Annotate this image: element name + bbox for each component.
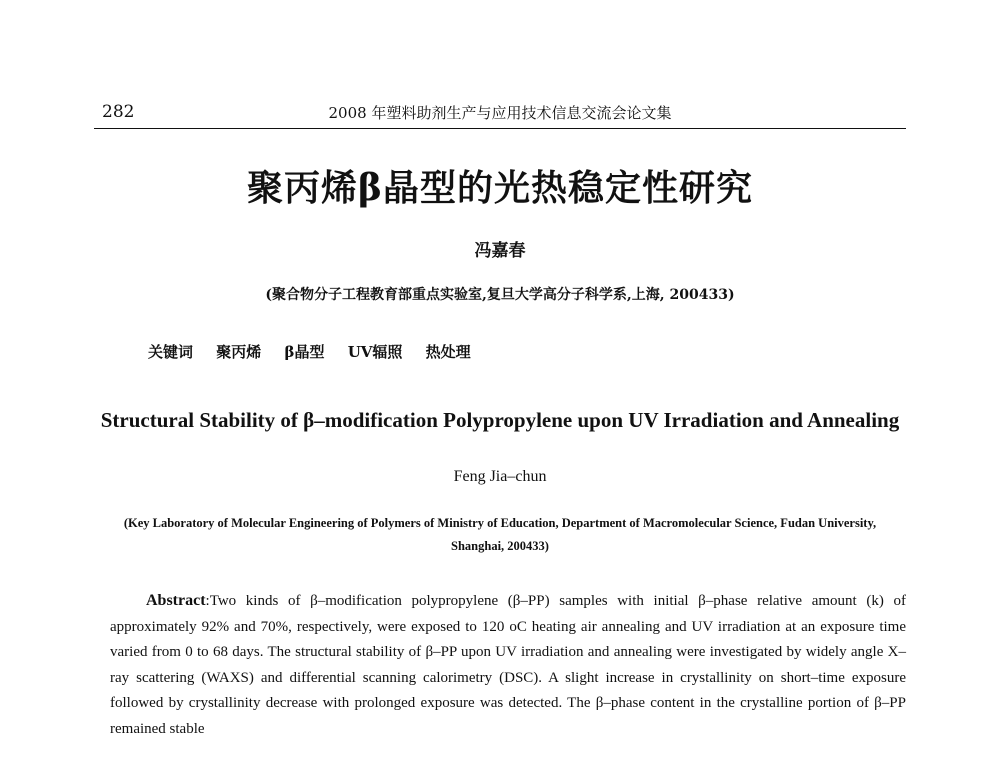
page-number: 282	[102, 102, 135, 122]
keywords-label: 关键词	[148, 343, 194, 361]
abstract-text: :Two kinds of β–modification polypropylene (β–PP) samples with initial β–phase relative amount (k) of approximately 92% and 70%, respectively, were exposed to 120 oC heating air annealing and UV irradiation at an exposure time varied from 0 to 68 days. The structural stability of β–PP upon UV irradiation and annealing were investigated by widely angle X–ray scattering (WAXS) and differential scanning calorimetry (DSC). A slight increase in crystallinity on short–time exposure followed by crystallinity decrease with prolonged exposure was detected. The β–phase content in the crystalline portion of β–PP remained stable	[110, 593, 906, 737]
chinese-title: 聚丙烯β晶型的光热稳定性研究	[247, 167, 753, 209]
english-title: Structural Stability of β–modification Polypropylene upon UV Irradiation and Annealing	[100, 408, 900, 432]
keyword: UV辐照	[347, 343, 403, 361]
chinese-author: 冯嘉春	[474, 241, 526, 261]
abstract-paragraph	[110, 588, 906, 742]
abstract-label: Abstract	[146, 592, 206, 609]
keyword: β晶型	[284, 343, 325, 361]
english-author: Feng Jia–chun	[453, 468, 547, 485]
english-affiliation: (Key Laboratory of Molecular Engineering of Polymers of Ministry of Education, Department of Macromolecular Science, Fudan University, Shanghai, 200433)	[123, 516, 877, 553]
keyword: 热处理	[425, 343, 471, 361]
running-header	[94, 100, 906, 129]
keywords-line	[148, 341, 489, 362]
running-head-title: 2008 年塑料助剂生产与应用技术信息交流会论文集	[328, 104, 672, 122]
chinese-affiliation: (聚合物分子工程教育部重点实验室,复旦大学高分子科学系,上海, 200433)	[265, 287, 735, 303]
keyword: 聚丙烯	[216, 343, 262, 361]
